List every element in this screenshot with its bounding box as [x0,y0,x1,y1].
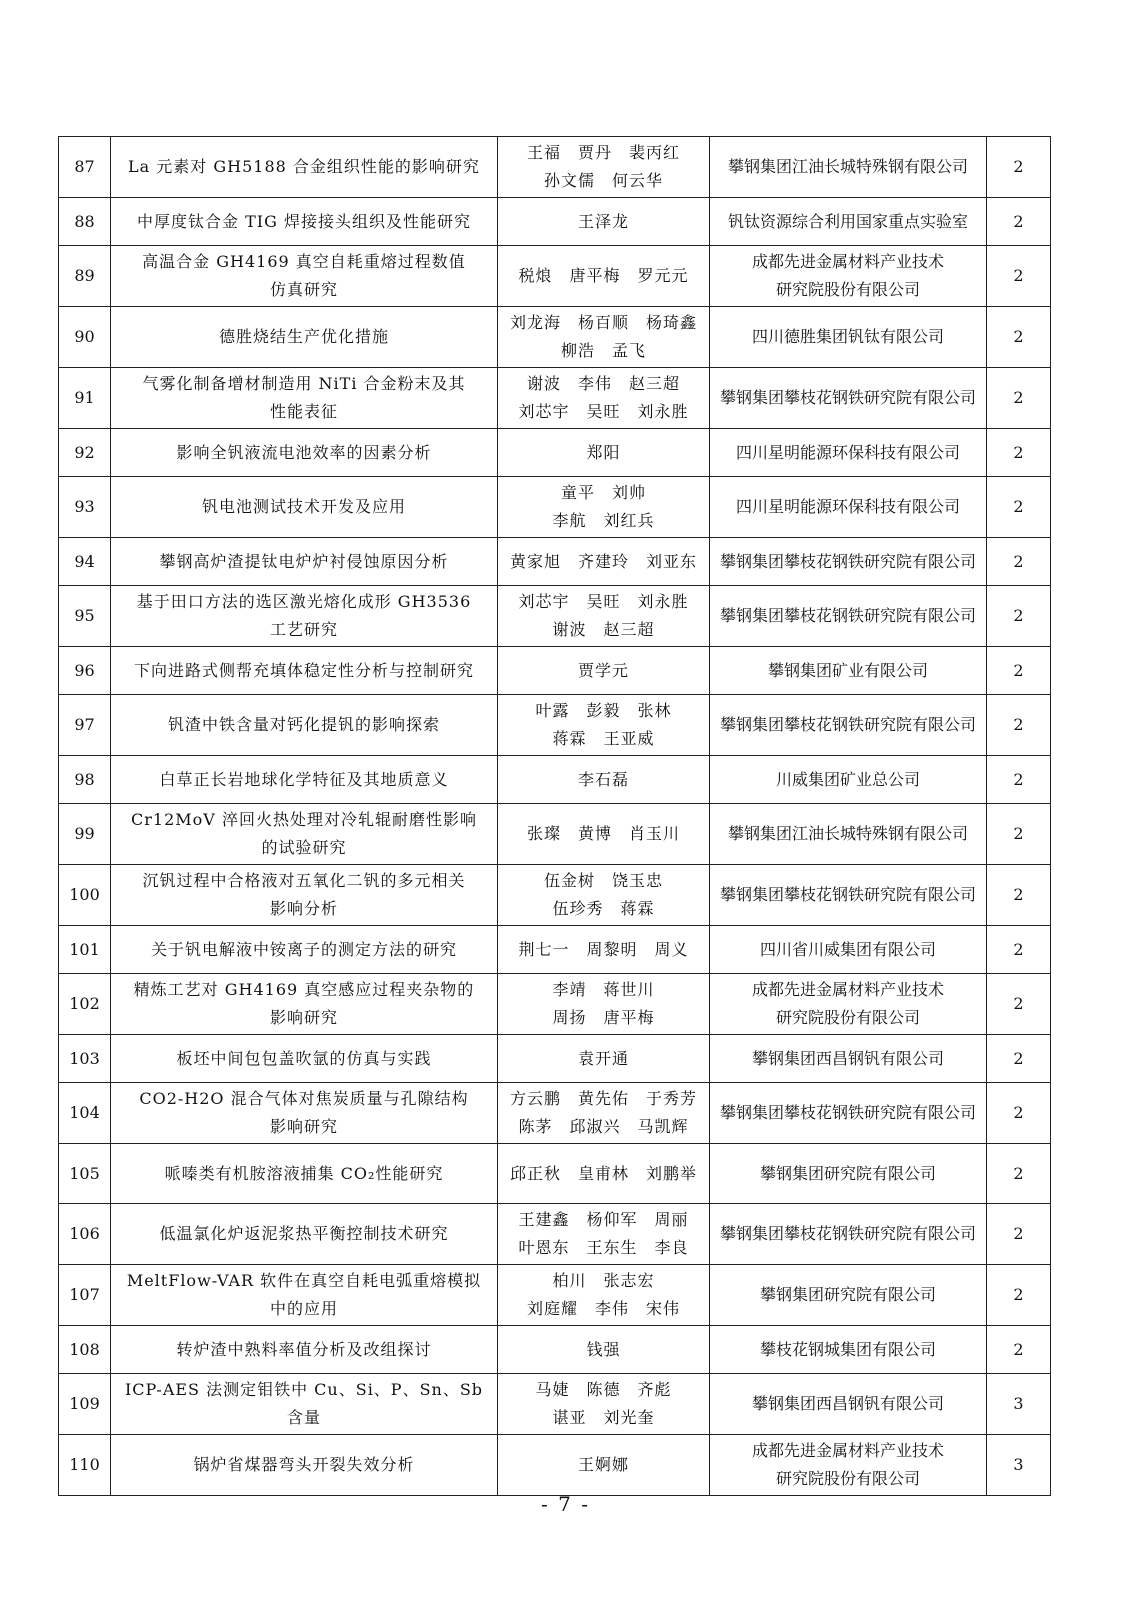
paper-title-line: 气雾化制备增材制造用 NiTi 合金粉末及其 [142,374,466,393]
authors [498,865,710,926]
table-row [59,865,1051,926]
organization-line: 攀钢集团研究院有限公司 [759,1285,936,1304]
authors [498,538,710,586]
organization [710,695,987,756]
authors [498,926,710,974]
paper-title-line: La 元素对 GH5188 合金组织性能的影响研究 [128,157,480,176]
row-number: 89 [59,246,111,307]
row-number: 90 [59,307,111,368]
organization [710,307,987,368]
organization [710,368,987,429]
award-level: 2 [987,429,1051,477]
paper-title-line: MeltFlow-VAR 软件在真空自耗电弧重熔模拟 [126,1271,482,1290]
organization [710,137,987,198]
organization [710,865,987,926]
paper-title [111,477,498,538]
authors [498,429,710,477]
authors-line: 刘龙海 杨百顺 杨琦鑫 [509,313,697,332]
paper-title-line: 的试验研究 [261,838,347,857]
award-level: 2 [987,1326,1051,1374]
organization-line: 四川星明能源环保科技有限公司 [735,497,960,516]
table-row [59,926,1051,974]
organization [710,477,987,538]
paper-title-line: 影响分析 [269,899,338,918]
table-row [59,368,1051,429]
organization-line: 攀钢集团研究院有限公司 [759,1163,936,1183]
paper-title [111,1204,498,1265]
authors-line: 童平 刘帅 [560,483,646,502]
organization [710,1204,987,1265]
organization-line: 研究院股份有限公司 [775,1469,920,1488]
row-number: 99 [59,804,111,865]
award-level: 2 [987,368,1051,429]
organization-line: 攀钢集团西昌钢钒有限公司 [751,1394,944,1413]
organization [710,1265,987,1326]
organization [710,429,987,477]
organization-line: 攀钢集团攀枝花钢铁研究院有限公司 [719,388,976,407]
authors-line: 刘芯宇 吴旺 刘永胜 [518,592,689,611]
paper-title [111,1326,498,1374]
organization-line: 攀枝花钢城集团有限公司 [759,1339,936,1359]
organization-line: 四川德胜集团钒钛有限公司 [751,327,944,346]
paper-title-line: CO2-H2O 混合气体对焦炭质量与孔隙结构 [139,1089,469,1108]
organization-line: 钒钛资源综合利用国家重点实验室 [727,211,968,231]
authors [498,586,710,647]
row-number: 92 [59,429,111,477]
authors-line: 叶恩东 王东生 李良 [518,1238,689,1257]
authors-line: 贾学元 [577,660,629,680]
paper-title [111,865,498,926]
organization [710,926,987,974]
row-number: 91 [59,368,111,429]
table-row [59,1374,1051,1435]
authors-line: 袁开通 [577,1048,629,1068]
authors-line: 李靖 蒋世川 [552,980,655,999]
organization-line: 研究院股份有限公司 [775,1008,920,1027]
paper-title [111,368,498,429]
table-row [59,695,1051,756]
authors-line: 王建鑫 杨仰军 周丽 [518,1210,689,1229]
row-number: 95 [59,586,111,647]
award-level: 2 [987,198,1051,246]
paper-title [111,137,498,198]
award-level: 2 [987,647,1051,695]
table-row [59,307,1051,368]
organization [710,538,987,586]
authors [498,1435,710,1496]
table-row [59,1035,1051,1083]
table-row [59,1326,1051,1374]
authors-line: 谌亚 刘光奎 [552,1408,655,1427]
table-body [59,137,1051,1496]
organization-line: 四川星明能源环保科技有限公司 [735,442,960,462]
paper-title [111,926,498,974]
row-number: 101 [59,926,111,974]
organization-line: 攀钢集团攀枝花钢铁研究院有限公司 [719,1103,976,1122]
paper-title-line: 板坯中间包包盖吹氩的仿真与实践 [176,1048,432,1068]
paper-title-line: 钒渣中铁含量对钙化提钒的影响探索 [167,715,440,734]
paper-title-line: 工艺研究 [269,620,338,639]
paper-title-line: 锅炉省煤器弯头开裂失效分析 [193,1455,415,1474]
authors-line: 叶露 彭毅 张林 [535,701,672,720]
organization [710,756,987,804]
authors [498,647,710,695]
table-row [59,1083,1051,1144]
row-number: 93 [59,477,111,538]
table-row [59,1204,1051,1265]
paper-title-line: 沉钒过程中合格液对五氧化二钒的多元相关 [142,871,466,890]
authors-line: 蒋霖 王亚威 [552,729,655,748]
paper-title-line: ICP-AES 法测定钼铁中 Cu、Si、P、Sn、Sb [124,1380,484,1399]
paper-title-line: 影响全钒液流电池效率的因素分析 [176,442,432,462]
paper-title-line: 仿真研究 [269,280,338,299]
paper-title [111,1144,498,1204]
award-level: 2 [987,1083,1051,1144]
row-number: 100 [59,865,111,926]
award-level: 2 [987,865,1051,926]
organization-line: 川威集团矿业总公司 [775,769,920,789]
authors-line: 刘芯宇 吴旺 刘永胜 [518,402,689,421]
award-level: 2 [987,926,1051,974]
paper-title-line: 德胜烧结生产优化措施 [218,327,389,346]
authors [498,1374,710,1435]
paper-title [111,246,498,307]
table-row [59,198,1051,246]
award-level: 2 [987,137,1051,198]
authors-line: 税烺 唐平梅 罗元元 [518,266,689,285]
table-row [59,429,1051,477]
award-level: 2 [987,1265,1051,1326]
award-level: 2 [987,974,1051,1035]
authors [498,1326,710,1374]
award-level: 2 [987,477,1051,538]
table-row [59,477,1051,538]
award-level: 2 [987,756,1051,804]
paper-title-line: 性能表征 [269,402,338,421]
organization [710,198,987,246]
organization [710,1035,987,1083]
organization-line: 四川省川威集团有限公司 [759,939,936,959]
table-row [59,538,1051,586]
table-row [59,1435,1051,1496]
row-number: 103 [59,1035,111,1083]
row-number: 97 [59,695,111,756]
row-number: 109 [59,1374,111,1435]
row-number: 88 [59,198,111,246]
authors-line: 柳浩 孟飞 [560,341,646,360]
paper-title [111,198,498,246]
authors [498,1265,710,1326]
paper-title-line: 影响研究 [269,1008,338,1027]
organization-line: 攀钢集团江油长城特殊钢有限公司 [727,824,968,843]
row-number: 96 [59,647,111,695]
authors [498,246,710,307]
paper-title-line: Cr12MoV 淬回火热处理对冷轧辊耐磨性影响 [131,810,477,829]
table-row [59,804,1051,865]
authors-line: 柏川 张志宏 [552,1271,655,1290]
organization [710,804,987,865]
authors-line: 谢波 李伟 赵三超 [526,374,680,393]
row-number: 94 [59,538,111,586]
authors-line: 陈茅 邱淑兴 马凯辉 [518,1117,689,1136]
row-number: 102 [59,974,111,1035]
paper-title [111,538,498,586]
paper-title [111,804,498,865]
paper-title [111,429,498,477]
authors [498,368,710,429]
organization-line: 成都先进金属材料产业技术 [751,1441,944,1460]
authors-line: 王福 贾丹 裴丙红 [526,143,680,162]
authors-line: 李石磊 [577,769,629,789]
award-list-table [58,136,1051,1496]
paper-title-line: 哌嗪类有机胺溶液捕集 CO₂性能研究 [164,1163,444,1183]
organization-line: 成都先进金属材料产业技术 [751,980,944,999]
paper-title-line: 白草正长岩地球化学特征及其地质意义 [159,769,449,789]
authors-line: 李航 刘红兵 [552,511,655,530]
award-level: 2 [987,1204,1051,1265]
authors-line: 邱正秋 皇甫林 刘鹏举 [509,1163,697,1183]
organization [710,586,987,647]
organization [710,974,987,1035]
authors-line: 钱强 [586,1339,621,1359]
authors [498,307,710,368]
organization-line: 攀钢集团矿业有限公司 [767,660,928,680]
row-number: 105 [59,1144,111,1204]
authors-line: 张璨 黄博 肖玉川 [526,824,680,843]
paper-title-line: 下向进路式侧帮充填体稳定性分析与控制研究 [133,660,474,680]
row-number: 110 [59,1435,111,1496]
paper-title [111,695,498,756]
award-level: 2 [987,695,1051,756]
award-level: 2 [987,246,1051,307]
authors-line: 伍金树 饶玉忠 [543,871,663,890]
authors-line: 刘庭耀 李伟 宋伟 [526,1299,680,1318]
table-row [59,137,1051,198]
authors-line: 方云鹏 黄先佑 于秀芳 [509,1089,697,1108]
organization-line: 攀钢集团攀枝花钢铁研究院有限公司 [719,551,976,571]
table-row [59,756,1051,804]
paper-title-line: 高温合金 GH4169 真空自耗重熔过程数值 [142,252,466,271]
paper-title [111,307,498,368]
paper-title [111,974,498,1035]
organization-line: 攀钢集团攀枝花钢铁研究院有限公司 [719,1224,976,1243]
authors [498,477,710,538]
row-number: 106 [59,1204,111,1265]
paper-title-line: 攀钢高炉渣提钛电炉炉衬侵蚀原因分析 [159,551,449,571]
organization-line: 攀钢集团攀枝花钢铁研究院有限公司 [719,715,976,734]
authors [498,1144,710,1204]
organization-line: 攀钢集团西昌钢钒有限公司 [751,1048,944,1068]
paper-title [111,1035,498,1083]
paper-title [111,1083,498,1144]
authors-line: 郑阳 [586,442,621,462]
paper-title-line: 中的应用 [269,1299,338,1318]
table-row [59,647,1051,695]
organization-line: 攀钢集团江油长城特殊钢有限公司 [727,157,968,176]
authors [498,137,710,198]
page-number: - 7 - [541,1492,590,1516]
paper-title-line: 精炼工艺对 GH4169 真空感应过程夹杂物的 [133,980,475,999]
table-row [59,974,1051,1035]
row-number: 107 [59,1265,111,1326]
authors [498,974,710,1035]
authors-line: 荆七一 周黎明 周义 [518,939,689,959]
organization-line: 攀钢集团攀枝花钢铁研究院有限公司 [719,885,976,904]
paper-title [111,586,498,647]
table-row [59,246,1051,307]
authors [498,1035,710,1083]
authors-line: 黄家旭 齐建玲 刘亚东 [509,551,697,571]
table-row [59,586,1051,647]
award-level: 2 [987,586,1051,647]
paper-title-line: 转炉渣中熟料率值分析及改组探讨 [176,1339,432,1359]
award-level: 3 [987,1435,1051,1496]
authors-line: 王泽龙 [577,211,629,231]
paper-title-line: 基于田口方法的选区激光熔化成形 GH3536 [136,592,472,611]
authors-line: 伍珍秀 蒋霖 [552,899,655,918]
table-row [59,1144,1051,1204]
paper-title-line: 影响研究 [269,1117,338,1136]
paper-title [111,647,498,695]
award-level: 2 [987,1035,1051,1083]
authors [498,198,710,246]
paper-title-line: 含量 [286,1408,321,1427]
authors [498,756,710,804]
authors [498,1083,710,1144]
organization-line: 研究院股份有限公司 [775,280,920,299]
organization [710,647,987,695]
organization [710,1374,987,1435]
authors-line: 周扬 唐平梅 [552,1008,655,1027]
paper-title-line: 中厚度钛合金 TIG 焊接接头组织及性能研究 [137,211,471,231]
authors [498,804,710,865]
authors-line: 马婕 陈德 齐彪 [535,1380,672,1399]
paper-title [111,1265,498,1326]
award-level: 3 [987,1374,1051,1435]
organization [710,246,987,307]
organization [710,1083,987,1144]
authors-line: 孙文儒 何云华 [543,171,663,190]
row-number: 87 [59,137,111,198]
paper-title [111,756,498,804]
row-number: 108 [59,1326,111,1374]
authors-line: 谢波 赵三超 [552,620,655,639]
table-row [59,1265,1051,1326]
award-level: 2 [987,804,1051,865]
paper-title-line: 低温氯化炉返泥浆热平衡控制技术研究 [159,1224,449,1243]
row-number: 104 [59,1083,111,1144]
authors-line: 王婀娜 [577,1455,629,1474]
organization [710,1326,987,1374]
paper-title-line: 关于钒电解液中铵离子的测定方法的研究 [150,939,457,959]
paper-title-line: 钒电池测试技术开发及应用 [201,497,406,516]
paper-title [111,1374,498,1435]
row-number: 98 [59,756,111,804]
award-list-table-container [58,136,1050,1496]
organization [710,1435,987,1496]
organization [710,1144,987,1204]
authors [498,695,710,756]
paper-title [111,1435,498,1496]
award-level: 2 [987,307,1051,368]
award-level: 2 [987,1144,1051,1204]
award-level: 2 [987,538,1051,586]
authors [498,1204,710,1265]
organization-line: 成都先进金属材料产业技术 [751,252,944,271]
organization-line: 攀钢集团攀枝花钢铁研究院有限公司 [719,606,976,625]
